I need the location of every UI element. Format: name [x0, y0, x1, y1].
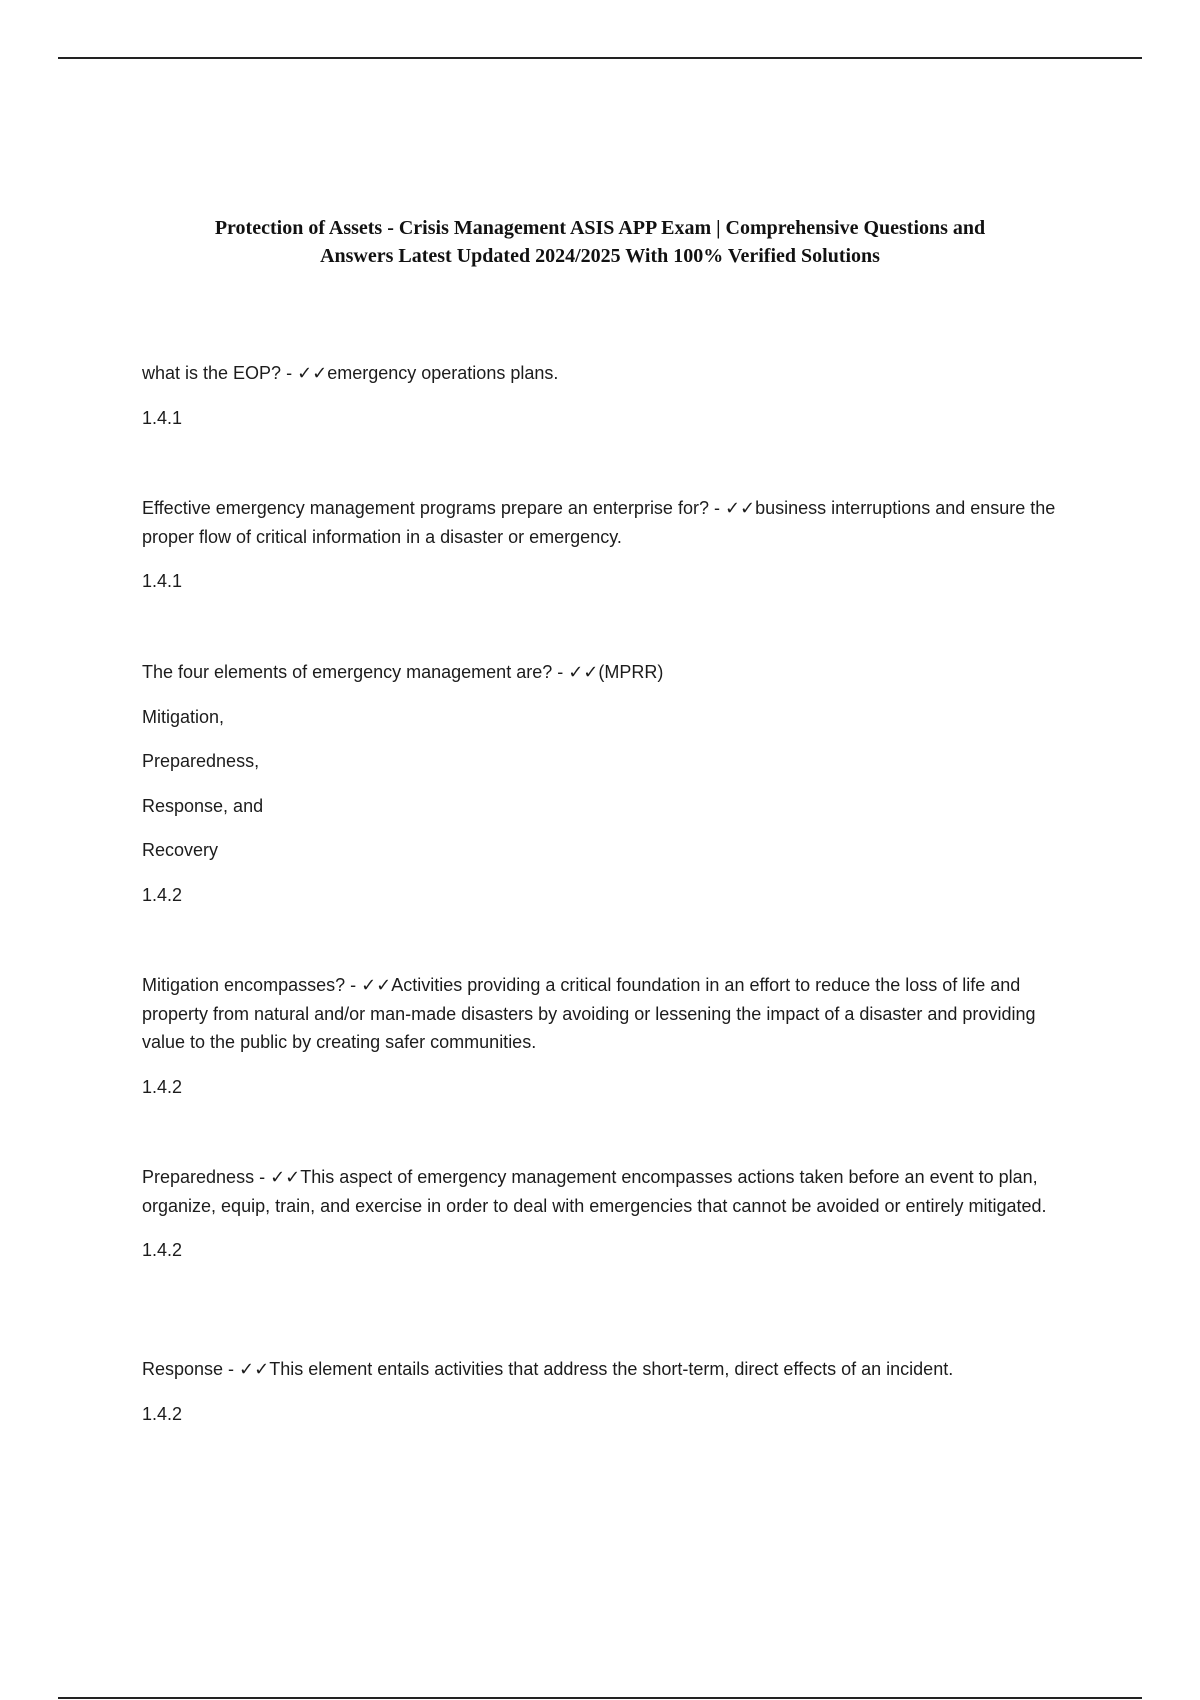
header-rule — [58, 57, 1142, 59]
qa-question: Mitigation encompasses? - ✓✓Activities providing a critical foundation in an effort to reduce the loss of life and property from natural and/or man-made disasters by avoiding or lessening the impact of a disaster and providing value to the public by creating safer communities. — [142, 975, 1036, 1052]
qa-entry-four-elements — [142, 658, 1067, 909]
qa-list-item: Preparedness, — [142, 751, 260, 771]
qa-question: Response - ✓✓This element entails activities that address the short-term, direct effects of an incident. — [142, 1359, 954, 1379]
qa-question: Effective emergency management programs prepare an enterprise for? - ✓✓business interruptions and ensure the proper flow of critical information in a disaster or emergency. — [142, 498, 1056, 547]
qa-reference: 1.4.2 — [142, 884, 183, 905]
qa-entry-response — [142, 1355, 1067, 1428]
qa-list-item: Response, and — [142, 795, 264, 816]
footer-rule — [58, 1697, 1142, 1699]
qa-reference: 1.4.2 — [142, 1403, 183, 1424]
title-line-1: Protection of Assets - Crisis Management ASIS APP Exam | Comprehensive Questions and — [214, 217, 986, 239]
qa-question: The four elements of emergency management are? - ✓✓(MPRR) — [142, 662, 664, 682]
qa-list-item: Mitigation, — [142, 706, 225, 727]
document-title — [150, 214, 1050, 270]
qa-question: what is the EOP? - ✓✓emergency operations plans. — [142, 363, 559, 383]
qa-reference: 1.4.2 — [142, 1240, 183, 1260]
qa-entry-mitigation — [142, 971, 1067, 1101]
qa-list-item: Recovery — [142, 840, 219, 860]
qa-reference: 1.4.2 — [142, 1076, 183, 1097]
qa-question: Preparedness - ✓✓This aspect of emergency management encompasses actions taken before an event to plan, organize, equip, train, and exercise in order to deal with emergencies that cannot be avoided or entirely mitigated. — [142, 1167, 1047, 1216]
qa-reference: 1.4.1 — [142, 407, 183, 428]
qa-entry-effective-programs — [142, 494, 1067, 596]
qa-entry-preparedness — [142, 1163, 1067, 1265]
qa-entry-eop — [142, 359, 1067, 432]
qa-reference: 1.4.1 — [142, 571, 183, 591]
title-line-2: Answers Latest Updated 2024/2025 With 100% Verified Solutions — [320, 245, 880, 267]
